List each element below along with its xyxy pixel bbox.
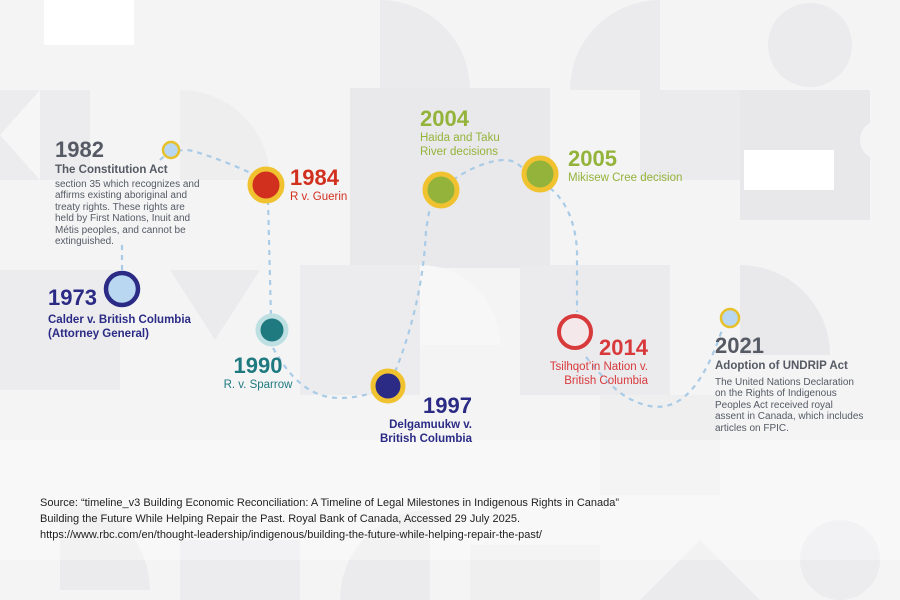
milestone-year: 2004 xyxy=(420,106,469,131)
milestone-title: Haida and Taku River decisions xyxy=(420,132,500,158)
milestone-title: Delgamuukw v. British Columbia xyxy=(379,419,472,445)
source-line-1: Source: “timeline_v3 Building Economic Reconciliation: A Timeline of Legal Milestones in Indigenous Rights in Canada” xyxy=(40,497,620,509)
milestone-year: 1973 xyxy=(48,285,97,310)
milestone-year: 1997 xyxy=(423,393,472,418)
milestone-title: R v. Guerin xyxy=(290,191,348,204)
source-citation xyxy=(40,496,619,544)
milestone-year: 1990 xyxy=(233,353,283,378)
milestone-year: 1982 xyxy=(55,137,104,162)
milestone-1973 xyxy=(48,285,208,341)
milestone-node-2021 xyxy=(721,309,739,327)
milestone-1984 xyxy=(290,165,400,205)
milestone-2021 xyxy=(715,333,865,434)
milestone-node-1984 xyxy=(250,169,282,201)
milestone-1997 xyxy=(372,393,472,446)
milestone-1990 xyxy=(208,353,308,393)
milestone-2004 xyxy=(420,106,540,159)
source-line-3[interactable]: https://www.rbc.com/en/thought-leadership/indigenous/building-the-future-while-helping-repair-the-past/ xyxy=(40,528,542,541)
milestone-title: R. v. Sparrow xyxy=(223,379,293,392)
milestone-title: Mikisew Cree decision xyxy=(568,172,683,185)
milestone-1982 xyxy=(55,137,203,248)
milestone-description: The United Nations Declaration on the Rights of Indigenous Peoples Act received royal assent in Canada, which includes articles on FPIC. xyxy=(715,376,864,434)
milestone-description: section 35 which recognizes and affirms existing aboriginal and treaty rights. These rights are held by First Nations, Inuit and Métis peoples, and cannot be extinguished. xyxy=(55,178,200,248)
milestone-2005 xyxy=(568,146,708,186)
milestone-year: 2021 xyxy=(715,333,764,358)
milestone-title: Calder v. British Columbia (Attorney General) xyxy=(48,314,191,340)
milestone-title: Tsilhqot’in Nation v. British Columbia xyxy=(549,361,648,387)
milestone-2014 xyxy=(548,335,648,388)
milestone-title: Adoption of UNDRIP Act xyxy=(715,360,848,373)
milestone-year: 2005 xyxy=(568,146,617,171)
milestone-node-2005 xyxy=(524,158,556,190)
milestone-title: The Constitution Act xyxy=(55,164,168,177)
milestone-year: 2014 xyxy=(599,335,648,360)
source-line-2: Building the Future While Helping Repair the Past. Royal Bank of Canada, Accessed 29 July 2025. xyxy=(40,512,520,525)
milestone-year: 1984 xyxy=(290,165,339,190)
milestone-node-2004 xyxy=(425,174,457,206)
milestone-node-1990 xyxy=(258,316,286,344)
